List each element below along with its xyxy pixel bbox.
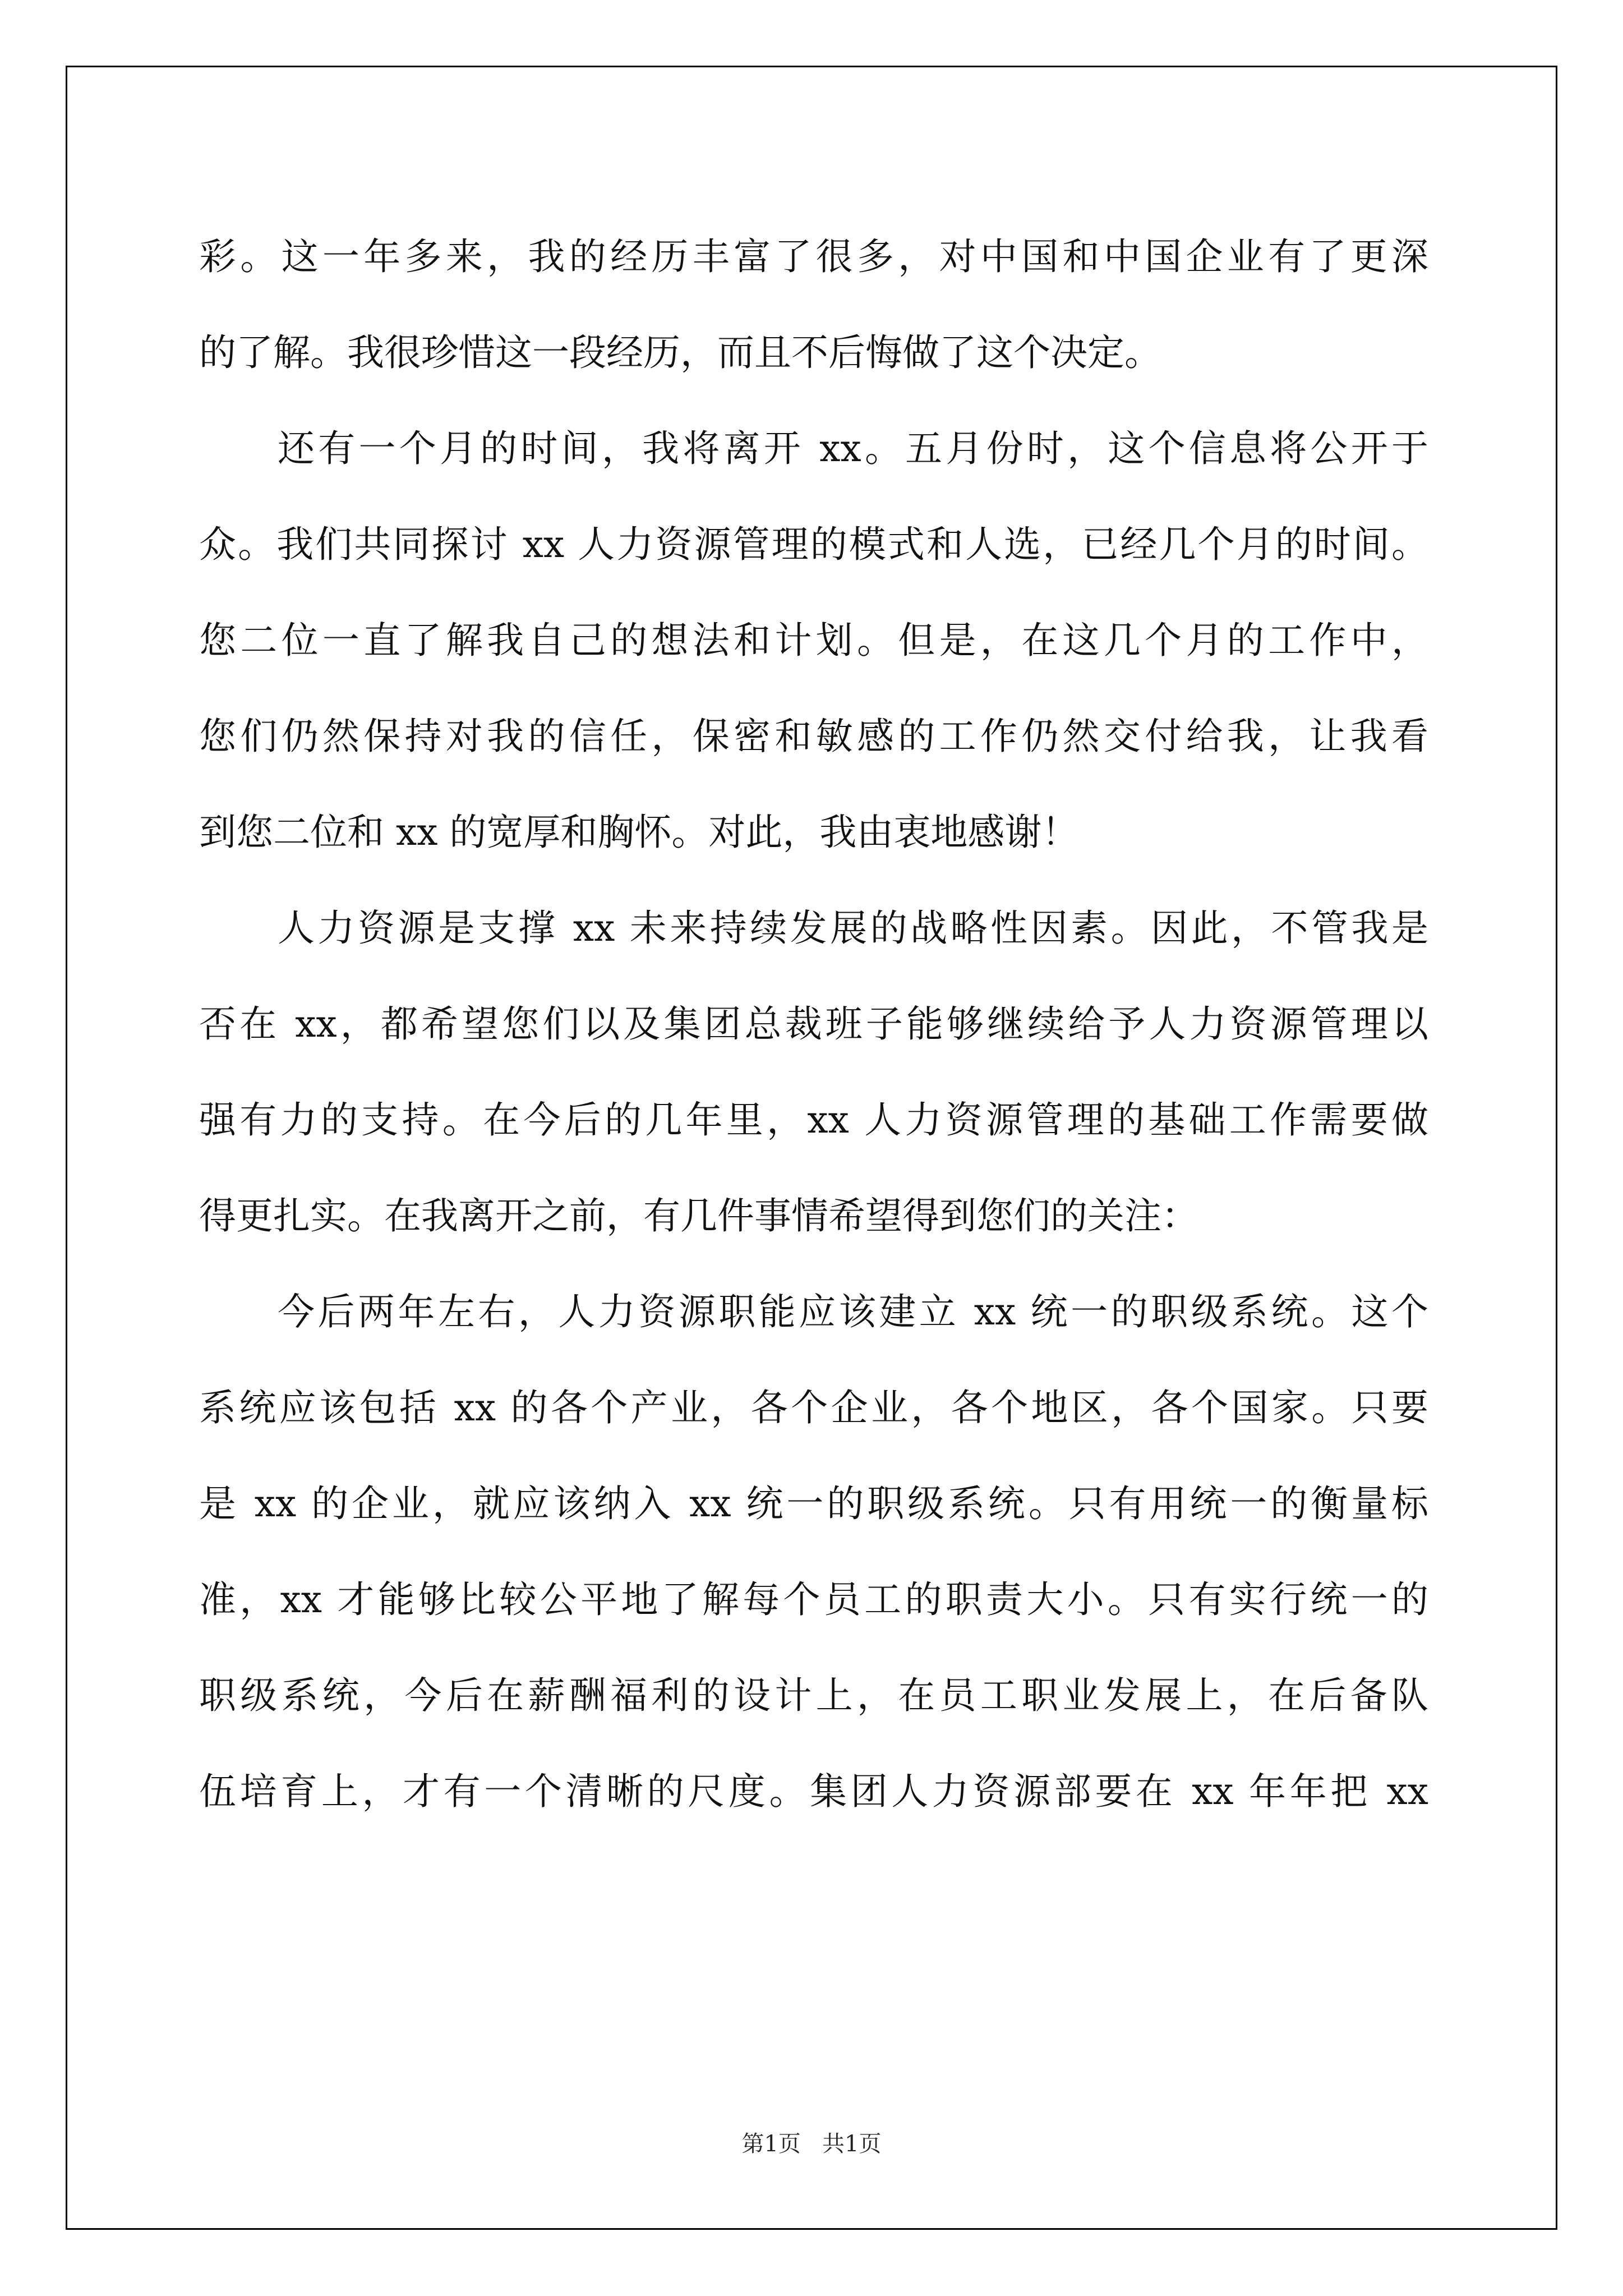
paragraph-start-line: 人力资源是支撑 xx 未来持续发展的战略性因素。因此，不管我是 — [278, 907, 1428, 950]
text-line: 彩。这一年多来，我的经历丰富了很多，对中国和中国企业有了更深 — [199, 235, 1428, 278]
text-line: 是 xx 的企业，就应该纳入 xx 统一的职级系统。只有用统一的衡量标 — [199, 1482, 1428, 1525]
page-number-footer: 第1页 共1页 — [741, 2131, 882, 2157]
paragraph-start-line: 还有一个月的时间，我将离开 xx。五月份时，这个信息将公开于 — [278, 427, 1428, 470]
text-line: 系统应该包括 xx 的各个产业，各个企业，各个地区，各个国家。只要 — [199, 1386, 1428, 1429]
text-line: 的了解。我很珍惜这一段经历，而且不后悔做了这个决定。 — [199, 331, 1161, 374]
text-line: 伍培育上，才有一个清晰的尺度。集团人力资源部要在 xx 年年把 xx — [199, 1770, 1428, 1813]
text-line: 得更扎实。在我离开之前，有几件事情希望得到您们的关注： — [199, 1194, 1198, 1237]
text-line: 到您二位和 xx 的宽厚和胸怀。对此，我由衷地感谢！ — [199, 811, 1079, 854]
text-line: 您们仍然保持对我的信任，保密和敏感的工作仍然交付给我，让我看 — [199, 715, 1428, 758]
text-line: 强有力的支持。在今后的几年里，xx 人力资源管理的基础工作需要做 — [199, 1098, 1428, 1142]
paragraph-start-line: 今后两年左右，人力资源职能应该建立 xx 统一的职级系统。这个 — [278, 1290, 1428, 1333]
text-line: 否在 xx，都希望您们以及集团总裁班子能够继续给予人力资源管理以 — [199, 1002, 1428, 1046]
text-line: 众。我们共同探讨 xx 人力资源管理的模式和人选，已经几个月的时间。 — [199, 523, 1428, 566]
text-line: 准，xx 才能够比较公平地了解每个员工的职责大小。只有实行统一的 — [199, 1578, 1428, 1621]
document-body — [199, 209, 1428, 1839]
text-line: 职级系统，今后在薪酬福利的设计上，在员工职业发展上，在后备队 — [199, 1674, 1428, 1717]
text-line: 您二位一直了解我自己的想法和计划。但是，在这几个月的工作中， — [199, 619, 1428, 662]
